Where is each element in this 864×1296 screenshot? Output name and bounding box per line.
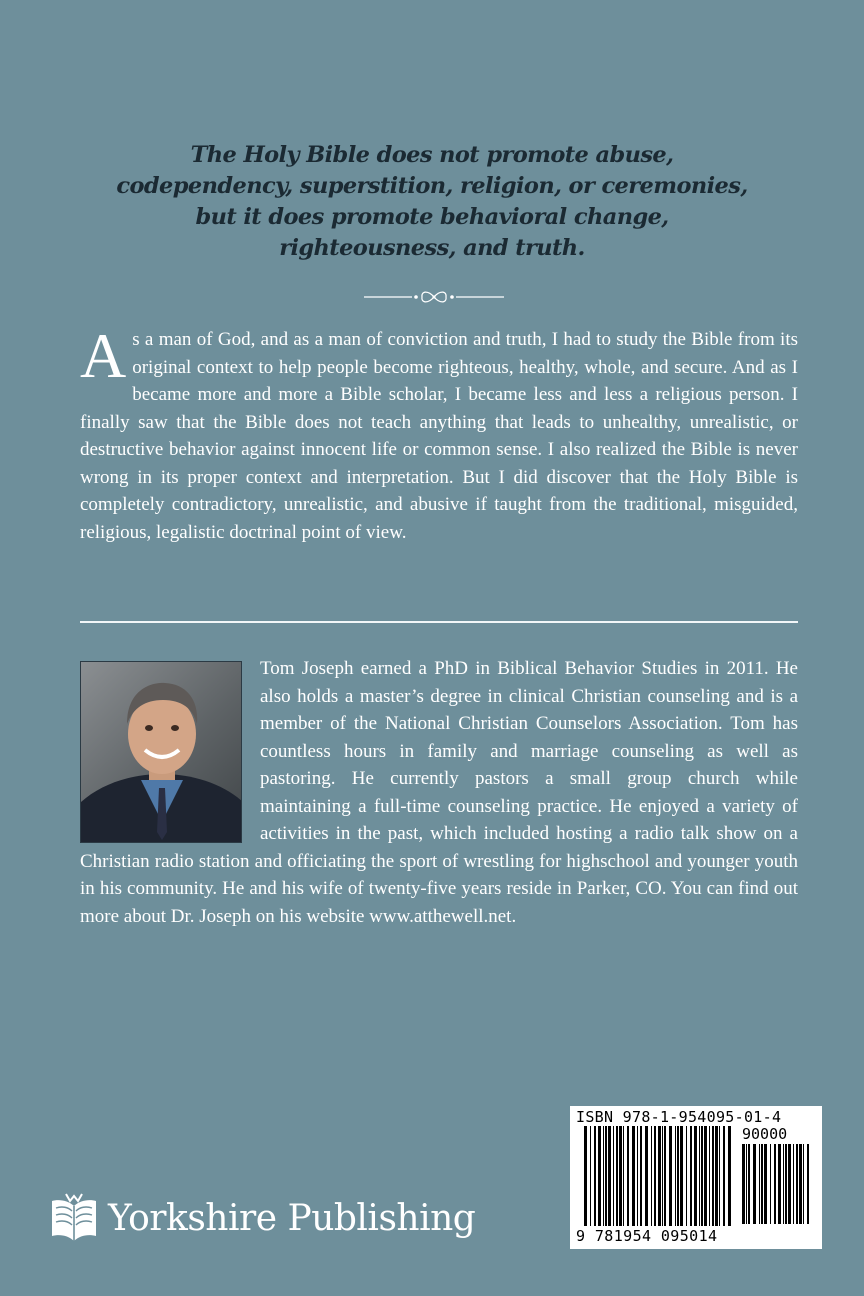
- barcode-bar: [759, 1144, 760, 1224]
- ornament-divider-icon: [364, 287, 504, 307]
- barcode-bar: [796, 1144, 798, 1224]
- barcode-bar: [753, 1144, 756, 1224]
- barcode-bar: [584, 1126, 587, 1226]
- tagline-line: codependency, superstition, religion, or ceremonies,: [116, 173, 748, 199]
- drop-cap: A: [80, 320, 127, 391]
- barcode-bar: [616, 1126, 618, 1226]
- barcode-bar: [690, 1126, 692, 1226]
- barcode-bar: [764, 1144, 767, 1224]
- author-photo: [80, 661, 242, 843]
- barcode-bar: [623, 1126, 624, 1226]
- barcode-bar: [613, 1126, 614, 1226]
- price-code: 90000: [742, 1125, 788, 1143]
- barcode-bar: [608, 1126, 611, 1226]
- tagline-line: righteousness, and truth.: [279, 235, 585, 261]
- barcode-bar: [785, 1144, 787, 1224]
- section-divider: [80, 621, 798, 623]
- barcode-bars: [584, 1126, 734, 1230]
- barcode-bar: [788, 1144, 791, 1224]
- barcode-bar: [664, 1126, 666, 1226]
- barcode-bar: [799, 1144, 802, 1224]
- open-book-icon: [50, 1192, 98, 1244]
- barcode-bar: [807, 1144, 809, 1224]
- barcode-bar: [637, 1126, 638, 1226]
- barcode-bar: [746, 1144, 747, 1224]
- addon-barcode-bars: [742, 1144, 814, 1224]
- barcode-bar: [640, 1126, 642, 1226]
- barcode-bar: [723, 1126, 725, 1226]
- barcode-bar: [709, 1126, 710, 1226]
- barcode-bar: [619, 1126, 622, 1226]
- barcode-bar: [699, 1126, 700, 1226]
- barcode-bar: [701, 1126, 703, 1226]
- barcode-bar: [783, 1144, 784, 1224]
- author-bio: [80, 655, 798, 930]
- intro-text: s a man of God, and as a man of conviction and truth, I had to study the Bible from its original context to help people become righteous, healthy, whole, and secure. And as I became more and more a Bible scholar, I became less and less a religious person. I finally saw that the Bible does not teach anything that leads to unhealthy, unrealistic, or destructive behavior against innocent life or common sense. I also realized the Bible is never wrong in its proper context and interpretation. But I did discover that the Holy Bible is completely contradictory, unrealistic, and abusive if taught from the traditional, misguided, religious, legalistic doctrinal point of view.: [80, 329, 798, 543]
- barcode-bar: [761, 1144, 763, 1224]
- barcode-bar: [715, 1126, 718, 1226]
- barcode-bar: [694, 1126, 697, 1226]
- barcode-bar: [658, 1126, 661, 1226]
- barcode-bar: [662, 1126, 663, 1226]
- barcode-bar: [677, 1126, 679, 1226]
- barcode-bar: [793, 1144, 794, 1224]
- isbn-barcode: [570, 1106, 822, 1249]
- barcode-bar: [748, 1144, 750, 1224]
- barcode-bar: [603, 1126, 604, 1226]
- barcode-bar: [598, 1126, 601, 1226]
- intro-paragraph: [80, 320, 798, 546]
- barcode-bar: [803, 1144, 804, 1224]
- barcode-bar: [590, 1126, 591, 1226]
- barcode-bar: [669, 1126, 672, 1226]
- barcode-bar: [778, 1144, 781, 1224]
- publisher-name: Yorkshire Publishing: [108, 1197, 476, 1239]
- barcode-bar: [632, 1126, 635, 1226]
- barcode-bar: [728, 1126, 731, 1226]
- barcode-bar: [712, 1126, 714, 1226]
- barcode-bar: [686, 1126, 687, 1226]
- tagline-line: but it does promote behavioral change,: [195, 204, 669, 230]
- barcode-bar: [645, 1126, 648, 1226]
- barcode-bar: [704, 1126, 707, 1226]
- barcode-bar: [675, 1126, 676, 1226]
- barcode-bar: [605, 1126, 607, 1226]
- bio-text: Tom Joseph earned a PhD in Biblical Behavior Studies in 2011. He also holds a master’s degree in clinical Christian counseling and is a member of the National Christian Counselors Association. Tom has countless hours in family and marriage counseling as well as pastoring. He currently pastors a small group church while maintaining a full-time counseling practice. He enjoyed a variety of activities in the past, which included hosting a radio talk show on a Christian radio station and officiating the sport of wrestling for highschool and younger youth in his community. He and his wife of twenty-five years reside in Parker, CO. You can find out more about Dr. Joseph on his website www.atthewell.net.: [80, 658, 798, 927]
- ean-digits: 9 781954 095014: [576, 1227, 718, 1245]
- barcode-bar: [742, 1144, 745, 1224]
- tagline-quote: [80, 140, 784, 264]
- barcode-bar: [774, 1144, 776, 1224]
- barcode-bar: [627, 1126, 629, 1226]
- barcode-bar: [770, 1144, 771, 1224]
- barcode-bar: [654, 1126, 656, 1226]
- publisher-logo: [50, 1190, 475, 1246]
- tagline-line: The Holy Bible does not promote abuse,: [190, 142, 674, 168]
- isbn-label: ISBN 978-1-954095-01-4: [576, 1108, 782, 1126]
- barcode-bar: [651, 1126, 652, 1226]
- barcode-bar: [680, 1126, 683, 1226]
- barcode-bar: [594, 1126, 596, 1226]
- barcode-bar: [719, 1126, 720, 1226]
